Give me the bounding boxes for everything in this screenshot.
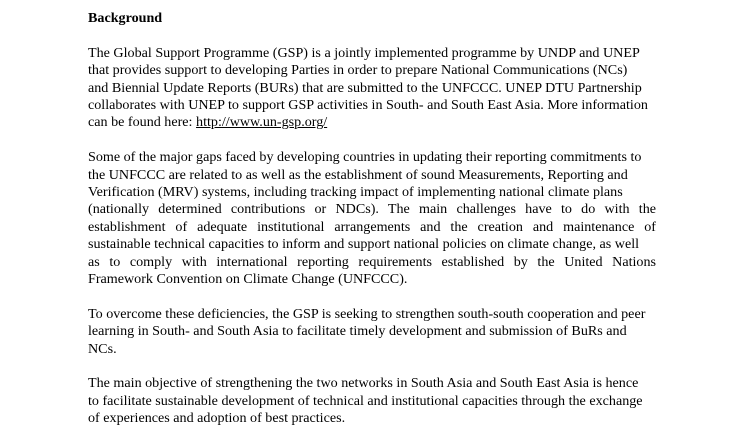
paragraph-line: that provides support to developing Parties in order to prepare National Communications (NCs) (88, 62, 628, 79)
link-prefix-text: can be found here: (88, 114, 197, 131)
paragraph-line: learning in South- and South Asia to facilitate timely development and submission of BuRs and (88, 323, 627, 340)
paragraph-line: (nationally determined contributions or NDCs). The main challenges have to do with the (88, 201, 656, 218)
paragraph-overcome-deficiencies (88, 306, 656, 358)
paragraph-line: and Biennial Update Reports (BURs) that are submitted to the UNFCCC. UNEP DTU Partnership (88, 79, 642, 96)
paragraph-line (88, 114, 656, 131)
paragraph-line: the UNFCCC are related to as well as the establishment of sound Measurements, Reporting and (88, 166, 628, 183)
section-heading: Background (88, 10, 163, 26)
paragraph-line: of experiences and adoption of best practices. (88, 410, 346, 427)
paragraph-major-gaps (88, 149, 656, 288)
paragraph-line: to facilitate sustainable development of technical and institutional capacities through the exchange (88, 392, 643, 409)
paragraph-line: as to comply with international reporting requirements established by the United Nations (88, 253, 656, 270)
paragraph-line: Verification (MRV) systems, including tracking impact of implementing national climate plans (88, 184, 623, 201)
paragraph-line: Framework Convention on Climate Change (UNFCCC). (88, 271, 408, 288)
paragraph-line: The main objective of strengthening the two networks in South Asia and South East Asia is hence (88, 375, 639, 392)
paragraph-main-objective (88, 375, 656, 427)
paragraph-gsp-intro (88, 45, 656, 132)
paragraph-line: collaborates with UNEP to support GSP activities in South- and South East Asia. More information (88, 97, 648, 114)
paragraph-line: sustainable technical capacities to inform and support national policies on climate change, as well (88, 236, 640, 253)
paragraph-line: Some of the major gaps faced by developing countries in updating their reporting commitments to (88, 149, 642, 166)
paragraph-line: To overcome these deficiencies, the GSP is seeking to strengthen south-south cooperation and peer (88, 305, 646, 322)
paragraph-line: NCs. (88, 340, 117, 357)
paragraph-line: establishment of adequate institutional arrangements and the creation and maintenance of (88, 218, 656, 235)
paragraph-line: The Global Support Programme (GSP) is a jointly implemented programme by UNDP and UNEP (88, 44, 640, 61)
document-page (88, 10, 656, 445)
gsp-website-link[interactable]: http://www.un-gsp.org/ (196, 114, 328, 131)
